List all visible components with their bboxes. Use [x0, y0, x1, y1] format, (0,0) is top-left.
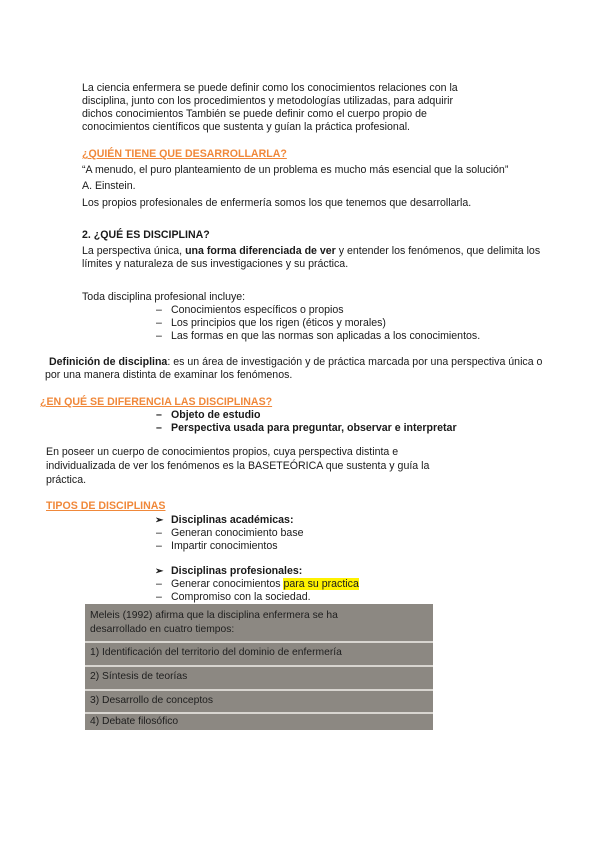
- academicas-title: ➢ Disciplinas académicas:: [171, 514, 293, 527]
- profesionales-item-2: – Compromiso con la sociedad.: [171, 591, 311, 604]
- meleis-line-1: Meleis (1992) afirma que la disciplina enfermera se ha: [85, 608, 433, 624]
- diferencia-line-1: En poseer un cuerpo de conocimientos propios, cuya perspectiva distinta e: [46, 446, 399, 458]
- disciplina-line-1-post: y entender los fenómenos, que delimita los: [335, 245, 541, 257]
- definicion-bold: Definición de disciplina: [49, 356, 168, 368]
- meleis-item-2: 2) Síntesis de teorías: [85, 667, 433, 687]
- incluye-item-3: – Las formas en que las normas son aplicadas a los conocimientos.: [171, 330, 480, 343]
- profesionales-title: ➢ Disciplinas profesionales:: [171, 565, 302, 578]
- meleis-box: [85, 604, 433, 730]
- disciplina-line-1-pre: La perspectiva única,: [82, 245, 186, 257]
- einstein-author: A. Einstein.: [82, 180, 136, 192]
- diferencia-line-3: práctica.: [46, 474, 87, 486]
- quien-text: Los propios profesionales de enfermería somos los que tenemos que desarrollarla.: [82, 197, 472, 209]
- profesionales-item-1-pre: Generar conocimientos: [171, 578, 284, 590]
- diferencia-item-1: – Objeto de estudio: [171, 409, 260, 422]
- disciplina-line-2: límites y naturaleza de sus investigaciones y su práctica.: [82, 258, 349, 270]
- einstein-quote: “A menudo, el puro planteamiento de un problema es mucho más esencial que la solución”: [82, 164, 509, 176]
- quien-heading: ¿QUIÉN TIENE QUE DESARROLLARLA?: [82, 148, 287, 160]
- disciplina-line-1-bold: una forma diferenciada de ver: [185, 245, 336, 257]
- meleis-item-3: 3) Desarrollo de conceptos: [85, 691, 433, 711]
- tipos-heading: TIPOS DE DISCIPLINAS: [46, 500, 166, 512]
- diferencia-item-2: – Perspectiva usada para preguntar, observar e interpretar: [171, 422, 457, 435]
- incluye-item-1: – Conocimientos específicos o propios: [171, 304, 344, 317]
- meleis-item-1: 1) Identificación del territorio del dominio de enfermería: [85, 643, 433, 663]
- profesionales-item-1-highlight: para su practica: [283, 578, 359, 590]
- definicion-line-2: por una manera distinta de examinar los fenómenos.: [45, 369, 293, 381]
- disciplina-heading: 2. ¿QUÉ ES DISCIPLINA?: [82, 229, 210, 241]
- intro-line-1: La ciencia enfermera se puede definir como los conocimientos relaciones con la: [82, 82, 458, 94]
- incluye-text: Toda disciplina profesional incluye:: [82, 291, 246, 303]
- definicion-text: : es un área de investigación y de práctica marcada por una perspectiva única o: [167, 356, 543, 368]
- meleis-item-4: 4) Debate filosófico: [85, 714, 433, 730]
- academicas-item-1: – Generan conocimiento base: [171, 527, 304, 540]
- diferencia-line-2: individualizada de ver los fenómenos es la BASETEÓRICA que sustenta y guía la: [46, 460, 430, 472]
- incluye-item-2: – Los principios que los rigen (éticos y morales): [171, 317, 386, 330]
- definicion-line-1: [49, 356, 542, 369]
- intro-line-2: disciplina, junto con los procedimientos y metodologías utilizadas, para adquirir: [82, 95, 453, 107]
- profesionales-item-1: [171, 578, 359, 591]
- meleis-line-2: desarrollado en cuatro tiempos:: [85, 622, 433, 638]
- intro-line-4: conocimientos científicos que sustenta y guían la práctica profesional.: [82, 121, 411, 133]
- academicas-item-2: – Impartir conocimientos: [171, 540, 278, 553]
- diferencia-heading: ¿EN QUÉ SE DIFERENCIA LAS DISCIPLINAS?: [40, 396, 273, 408]
- intro-line-3: dichos conocimientos También se puede definir como el cuerpo propio de: [82, 108, 427, 120]
- disciplina-line-1: [82, 245, 540, 258]
